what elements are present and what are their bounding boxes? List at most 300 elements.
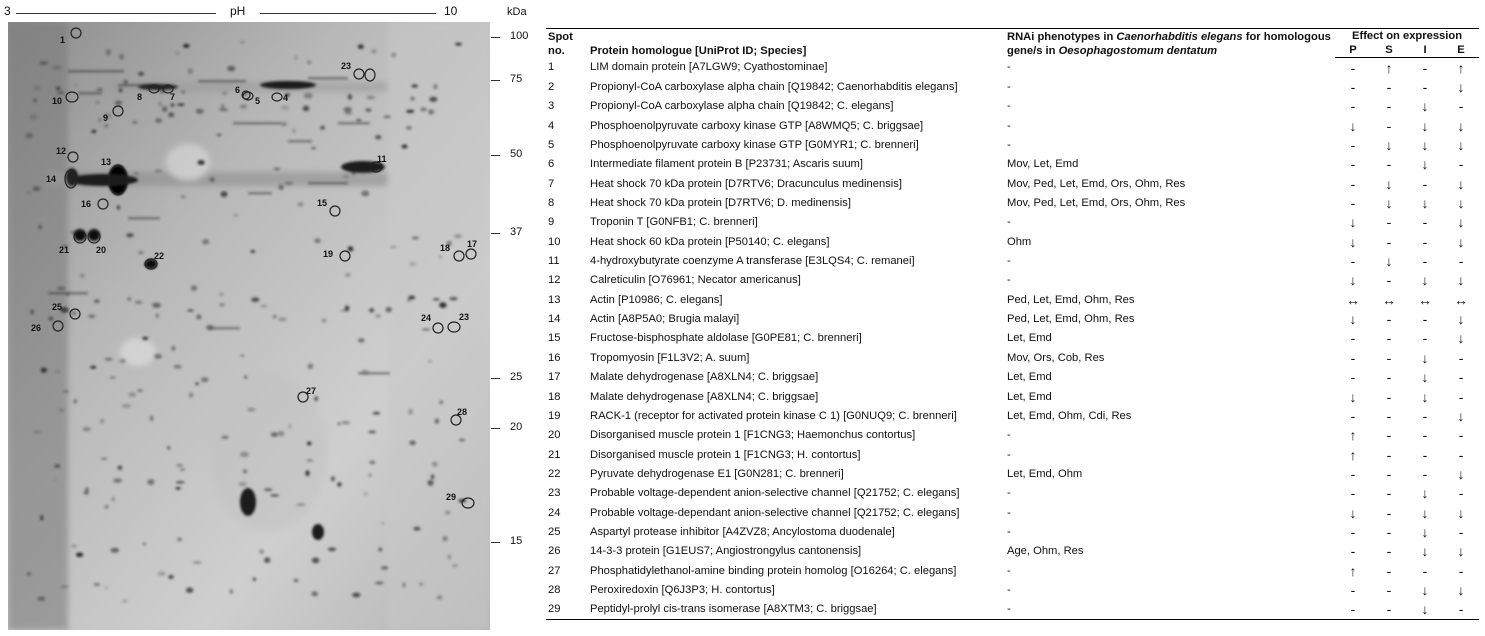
effect-s: - — [1386, 446, 1392, 463]
kda-tick — [491, 542, 500, 543]
gel-background-spot — [33, 431, 41, 433]
effect-e: ↓ — [1457, 465, 1465, 482]
effect-i: - — [1422, 407, 1428, 424]
gel-background-spot — [182, 91, 185, 94]
effect-p: ↑ — [1349, 427, 1357, 444]
gel-background-spot — [219, 293, 224, 296]
effect-e: ↑ — [1457, 59, 1465, 76]
gel-background-spot — [365, 109, 371, 112]
gel-background-spot — [284, 181, 293, 185]
effect-s: - — [1371, 600, 1407, 620]
gel-streak — [128, 217, 160, 220]
gel-spot-label: 8 — [137, 92, 143, 102]
gel-background-spot — [80, 274, 85, 278]
effect-e: ↓ — [1457, 233, 1465, 250]
gel-background-spot — [406, 110, 414, 113]
effect-i: - — [1422, 427, 1428, 444]
effect-i: - — [1422, 214, 1428, 231]
effect-p: - — [1350, 465, 1356, 482]
spot-number: 8 — [548, 197, 555, 210]
gel-background-spot — [343, 175, 350, 179]
gel-background-spot — [193, 562, 202, 564]
gel-background-spot — [371, 49, 377, 54]
gel-background-spot — [137, 389, 143, 392]
gel-background-spot — [410, 97, 414, 100]
spot-number: 20 — [548, 429, 561, 442]
kda-marker-label: 20 — [510, 421, 523, 433]
gel-background-spot — [219, 108, 228, 111]
spot-number: 11 — [548, 255, 560, 268]
gel-background-spot — [104, 505, 109, 509]
table-row — [546, 97, 1479, 116]
rnai-phenotypes: Mov, Ped, Let, Emd, Ors, Ohm, Res — [1007, 177, 1186, 190]
gel-background-spot — [367, 96, 376, 100]
gel-background-spot — [454, 234, 462, 238]
effect-p: ↓ — [1349, 311, 1357, 328]
effect-p: ↑ — [1349, 562, 1357, 579]
gel-background-spot — [122, 599, 127, 603]
effect-e: ↓ — [1457, 543, 1465, 560]
gel-background-spot — [419, 583, 423, 586]
gel-spot-label: 22 — [154, 251, 165, 261]
effect-p: - — [1350, 156, 1356, 173]
gel-background-spot — [433, 84, 437, 90]
gel-background-spot — [375, 314, 381, 318]
gel-spot-label: 17 — [467, 239, 478, 249]
effect-s: - — [1386, 485, 1392, 502]
header-effect: Effect on expression — [1335, 29, 1479, 44]
ph-axis-line-left — [16, 13, 216, 14]
gel-background-spot — [135, 301, 143, 304]
gel-background-spot — [364, 492, 368, 496]
gel-background-spot — [198, 160, 205, 165]
effect-p: - — [1350, 523, 1356, 540]
gel-background-spot — [443, 536, 448, 542]
gel-background-spot — [156, 313, 159, 318]
kda-marker-label: 75 — [510, 73, 523, 85]
gel-background-spot — [61, 586, 69, 588]
effect-e: ↔ — [1454, 291, 1469, 308]
gel-background-spot — [307, 61, 311, 64]
gel-background-spot — [331, 476, 335, 481]
table-row — [546, 600, 1479, 620]
effect-p: ↓ — [1349, 233, 1357, 250]
effect-i: - — [1422, 59, 1428, 76]
protein-name: Aspartyl protease inhibitor [A4ZVZ8; Ancylostoma duodenale] — [590, 525, 895, 538]
gel-background-spot — [361, 191, 369, 197]
effect-e: ↓ — [1457, 407, 1465, 424]
gel-background-spot — [66, 292, 69, 296]
gel-background-spot — [307, 460, 313, 462]
gel-background-spot — [71, 311, 77, 316]
gel-background-spot — [202, 239, 209, 244]
gel-background-spot — [322, 319, 327, 323]
gel-background-spot — [368, 473, 372, 477]
protein-name: Propionyl-CoA carboxylase alpha chain [Q19842; C. elegans] — [590, 100, 894, 113]
rnai-phenotypes: Ped, Let, Emd, Ohm, Res — [1007, 293, 1135, 306]
gel-background-spot — [127, 297, 131, 301]
gel-spot-label: 24 — [421, 313, 432, 323]
table-row — [546, 271, 1479, 290]
gel-background-spot — [142, 337, 148, 340]
gel-background-spot — [113, 478, 122, 483]
header-protein: Protein homologue [UniProt ID; Species] — [588, 29, 1005, 58]
gel-background-spot — [158, 571, 166, 576]
gel-background-spot — [449, 297, 457, 301]
gel-background-spot — [406, 126, 412, 130]
gel-background-spot — [251, 250, 256, 253]
protein-name: Disorganised muscle protein 1 [F1CNG3; H. contortus] — [590, 448, 861, 461]
effect-s: ↓ — [1385, 175, 1393, 192]
gel-background-spot — [344, 107, 352, 112]
effect-e: ↓ — [1457, 195, 1465, 212]
gel-background-spot — [41, 368, 47, 373]
gel-background-spot — [239, 482, 247, 486]
gel-spot-label: 28 — [457, 407, 468, 417]
gel-streak — [198, 80, 246, 83]
kda-marker-label: 25 — [510, 371, 523, 383]
gel-background-spot — [375, 581, 384, 584]
gel-background-spot — [362, 370, 369, 375]
gel-spot-label: 16 — [81, 199, 92, 209]
gel-background-spot — [104, 124, 108, 127]
gel-background-spot — [119, 54, 124, 60]
effect-i: - — [1422, 79, 1428, 96]
rnai-phenotypes: - — [1007, 525, 1011, 538]
effect-e: - — [1458, 253, 1464, 270]
table-row — [546, 232, 1479, 251]
ph-min-label: 3 — [4, 4, 11, 18]
effect-p: - — [1350, 349, 1356, 366]
gel-background-spot — [234, 214, 238, 216]
gel-background-spot — [314, 238, 320, 243]
gel-background-spot — [176, 51, 180, 55]
gel-background-spot — [401, 145, 407, 149]
gel-background-spot — [30, 114, 37, 119]
gel-background-spot — [420, 107, 427, 111]
spot-number: 26 — [548, 545, 561, 558]
gel-background-spot — [411, 84, 418, 88]
gel-background-spot — [379, 548, 382, 552]
gel-background-spot — [369, 308, 374, 312]
table-row — [546, 445, 1479, 464]
gel-spot-label: 12 — [56, 146, 67, 156]
effect-p: - — [1350, 79, 1356, 96]
effect-p: - — [1350, 369, 1356, 386]
gel-background-spot — [369, 461, 375, 465]
spot-number: 2 — [548, 81, 555, 94]
effect-p: - — [1350, 195, 1356, 212]
gel-background-spot — [429, 97, 437, 102]
table-row — [546, 387, 1479, 406]
gel-background-spot — [247, 408, 255, 411]
effect-e: - — [1458, 388, 1464, 405]
gel-background-spot — [253, 578, 256, 582]
effect-e: - — [1458, 485, 1464, 502]
effect-s: - — [1386, 214, 1392, 231]
gel-background-spot — [305, 470, 309, 476]
effect-p: - — [1335, 600, 1371, 620]
gel-background-spot — [227, 66, 235, 71]
gel-figure — [0, 0, 540, 636]
spot-number: 25 — [548, 525, 561, 538]
gel-background-spot — [381, 523, 385, 525]
gel-spot-label: 20 — [96, 245, 107, 255]
table-row — [546, 464, 1479, 483]
gel-background-spot — [435, 419, 439, 424]
protein-name: Intermediate filament protein B [P23731; Ascaris suum] — [590, 158, 863, 171]
gel-background-spot — [152, 303, 161, 308]
protein-name: Malate dehydrogenase [A8XLN4; C. briggsae] — [590, 390, 819, 403]
gel-background-spot — [30, 309, 34, 314]
gel-background-spot — [38, 597, 46, 601]
effect-s: - — [1386, 543, 1392, 560]
effect-s: - — [1386, 98, 1392, 115]
spot-number: 5 — [548, 139, 555, 152]
gel-background-spot — [73, 399, 77, 404]
protein-spot-table — [546, 28, 1479, 620]
gel-spot-label: 4 — [283, 93, 289, 103]
table-row — [546, 213, 1479, 232]
gel-background-spot — [391, 53, 396, 58]
gel-background-spot — [177, 104, 184, 106]
gel-background-spot — [158, 102, 161, 106]
effect-s: - — [1386, 79, 1392, 96]
gel-background-spot — [344, 112, 352, 114]
effect-i: ↓ — [1421, 98, 1429, 115]
gel-background-spot — [240, 41, 246, 43]
gel-background-spot — [122, 404, 131, 408]
gel-background-spot — [90, 366, 96, 369]
protein-name: Heat shock 60 kDa protein [P50140; C. elegans] — [590, 235, 830, 248]
gel-background-spot — [274, 168, 281, 170]
effect-e: ↓ — [1457, 581, 1465, 598]
spot-number: 17 — [548, 371, 561, 384]
spot-number: 15 — [548, 332, 561, 345]
gel-background-spot — [431, 474, 435, 479]
table-row — [546, 484, 1479, 503]
gel-background-spot — [455, 43, 462, 46]
gel-background-spot — [98, 118, 102, 122]
gel-streak — [308, 182, 348, 185]
gel-background-spot — [407, 298, 411, 302]
gel-background-spot — [39, 61, 48, 65]
effect-e: - — [1458, 427, 1464, 444]
gel-background-spot — [311, 591, 318, 596]
gel-background-spot — [32, 186, 40, 191]
effect-i: ↓ — [1421, 117, 1429, 134]
spot-number: 9 — [548, 216, 555, 229]
effect-e: ↓ — [1457, 272, 1465, 289]
gel-spot-label: 2 — [341, 61, 347, 71]
protein-name: Calreticulin [O76961; Necator americanus] — [590, 274, 801, 287]
spot-number: 4 — [548, 119, 555, 132]
gel-background-spot — [71, 545, 76, 548]
gel-streak — [308, 77, 348, 80]
effect-p: - — [1350, 137, 1356, 154]
header-s: S — [1371, 43, 1407, 58]
gel-background-spot — [358, 338, 365, 342]
effect-e: - — [1458, 349, 1464, 366]
effect-s: ↓ — [1385, 195, 1393, 212]
gel-background-spot — [143, 543, 146, 546]
header-p: P — [1335, 43, 1371, 58]
gel-background-spot — [74, 84, 78, 86]
gel-background-spot — [390, 246, 396, 249]
gel-background-spot — [240, 355, 244, 357]
gel-background-spot — [27, 191, 31, 194]
gel-background-spot — [132, 121, 138, 124]
gel-background-spot — [409, 441, 415, 445]
gel-background-spot — [311, 147, 316, 149]
gel-streak — [288, 140, 312, 143]
gel-background-spot — [201, 377, 209, 382]
gel-spot-label: 10 — [52, 96, 63, 106]
gel-background-spot — [348, 94, 353, 100]
gel-background-spot — [55, 464, 60, 467]
rnai-phenotypes: - — [1007, 81, 1011, 94]
gel-background-spot — [244, 375, 248, 379]
ph-axis-line-right — [260, 13, 436, 14]
gel-background-spot — [119, 88, 123, 93]
gel-background-spot — [138, 251, 143, 255]
2d-gel-image — [8, 22, 490, 630]
gel-background-spot — [413, 527, 420, 531]
effect-i: - — [1422, 562, 1428, 579]
rnai-phenotypes: - — [1007, 255, 1011, 268]
ph-max-label: 10 — [444, 4, 458, 18]
gel-background-spot — [56, 87, 60, 90]
gel-background-spot — [264, 488, 272, 491]
gel-spot-label: 9 — [103, 113, 109, 123]
gel-background-spot — [409, 262, 416, 267]
effect-p: - — [1350, 175, 1356, 192]
gel-background-spot — [120, 359, 127, 364]
gel-streak — [338, 122, 370, 125]
protein-name: RACK-1 (receptor for activated protein kinase C 1) [G0NUQ9; C. brenneri] — [590, 409, 957, 422]
effect-i: ↓ — [1421, 523, 1429, 540]
gel-background-spot — [403, 582, 406, 587]
gel-background-spot — [297, 504, 306, 506]
rnai-phenotypes: - — [1007, 487, 1011, 500]
table-row — [546, 290, 1479, 309]
gel-background-spot — [181, 195, 186, 198]
table-row — [546, 174, 1479, 193]
gel-background-spot — [219, 304, 224, 307]
gel-background-spot — [100, 458, 107, 460]
effect-s: - — [1386, 465, 1392, 482]
gel-background-spot — [106, 49, 111, 55]
gel-background-spot — [278, 431, 285, 436]
gel-spot-label: 21 — [59, 245, 70, 255]
gel-background-spot — [94, 583, 100, 586]
gel-background-spot — [356, 119, 361, 121]
gel-background-spot — [221, 436, 228, 439]
kda-tick — [491, 80, 500, 81]
rnai-phenotypes: Let, Emd — [1007, 332, 1052, 345]
effect-s: ↓ — [1385, 137, 1393, 154]
gel-spot-label: 19 — [323, 249, 334, 259]
kda-marker-label: 37 — [510, 226, 523, 238]
gel-spot-label: 7 — [170, 92, 176, 102]
effect-e: ↓ — [1457, 137, 1465, 154]
effect-s: - — [1386, 523, 1392, 540]
gel-background-spot — [168, 112, 174, 117]
table-row — [546, 368, 1479, 387]
gel-background-spot — [427, 480, 433, 486]
spot-number: 29 — [546, 600, 588, 620]
gel-background-spot — [251, 297, 259, 302]
table-row — [546, 561, 1479, 580]
effect-s: - — [1386, 581, 1392, 598]
effect-i: - — [1422, 446, 1428, 463]
header-i: I — [1407, 43, 1443, 58]
gel-background-spot — [428, 360, 431, 363]
gel-background-spot — [26, 572, 31, 575]
gel-background-spot — [186, 587, 193, 593]
gel-background-spot — [168, 575, 174, 579]
effect-e: ↓ — [1457, 175, 1465, 192]
gel-background-spot — [312, 557, 320, 563]
gel-background-spot — [126, 233, 133, 237]
gel-background-spot — [278, 317, 287, 321]
effect-s: - — [1386, 504, 1392, 521]
rnai-phenotypes: - — [1007, 61, 1011, 74]
gel-background-spot — [162, 106, 168, 112]
gel-background-spot — [155, 118, 162, 123]
spot-number: 13 — [548, 293, 561, 306]
gel-background-spot — [57, 92, 65, 94]
effect-s: - — [1386, 349, 1392, 366]
table-row — [546, 503, 1479, 522]
spot-number: 19 — [548, 409, 561, 422]
gel-background-spot — [176, 481, 185, 483]
gel-spot-label: 13 — [101, 157, 112, 167]
effect-i: ↓ — [1421, 272, 1429, 289]
gel-background-spot — [180, 468, 185, 470]
effect-p: ↓ — [1349, 117, 1357, 134]
kda-unit-label: kDa — [507, 6, 527, 18]
effect-i: ↓ — [1407, 600, 1443, 620]
effect-e: ↓ — [1457, 311, 1465, 328]
effect-i: ↓ — [1421, 369, 1429, 386]
protein-name: Phosphoenolpyruvate carboxy kinase GTP [G0MYR1; C. brenneri] — [590, 139, 919, 152]
rnai-phenotypes: Age, Ohm, Res — [1007, 545, 1084, 558]
protein-name: Tropomyosin [F1L3V2; A. suum] — [590, 351, 750, 364]
gel-spot-label: 23 — [459, 312, 470, 322]
gel-background-spot — [273, 315, 277, 318]
gel-background-spot — [260, 550, 264, 554]
effect-e: ↓ — [1457, 117, 1465, 134]
rnai-phenotypes: Let, Emd — [1007, 371, 1052, 384]
gel-background-spot — [375, 135, 381, 139]
effect-i: ↓ — [1421, 349, 1429, 366]
kda-tick — [491, 378, 500, 379]
gel-background-spot — [221, 191, 228, 197]
gel-background-spot — [337, 482, 342, 486]
gel-background-spot — [150, 415, 154, 421]
gel-spot-label: 3 — [346, 61, 352, 71]
rnai-phenotypes: - — [1007, 429, 1011, 442]
gel-background-spot — [303, 106, 310, 112]
effect-i: ↓ — [1421, 137, 1429, 154]
effect-i: ↓ — [1421, 543, 1429, 560]
gel-background-spot — [88, 315, 95, 318]
gel-spot-label: 29 — [446, 492, 457, 502]
gel-background-spot — [147, 479, 154, 485]
gel-background-spot — [206, 325, 214, 330]
effect-s: - — [1386, 562, 1392, 579]
